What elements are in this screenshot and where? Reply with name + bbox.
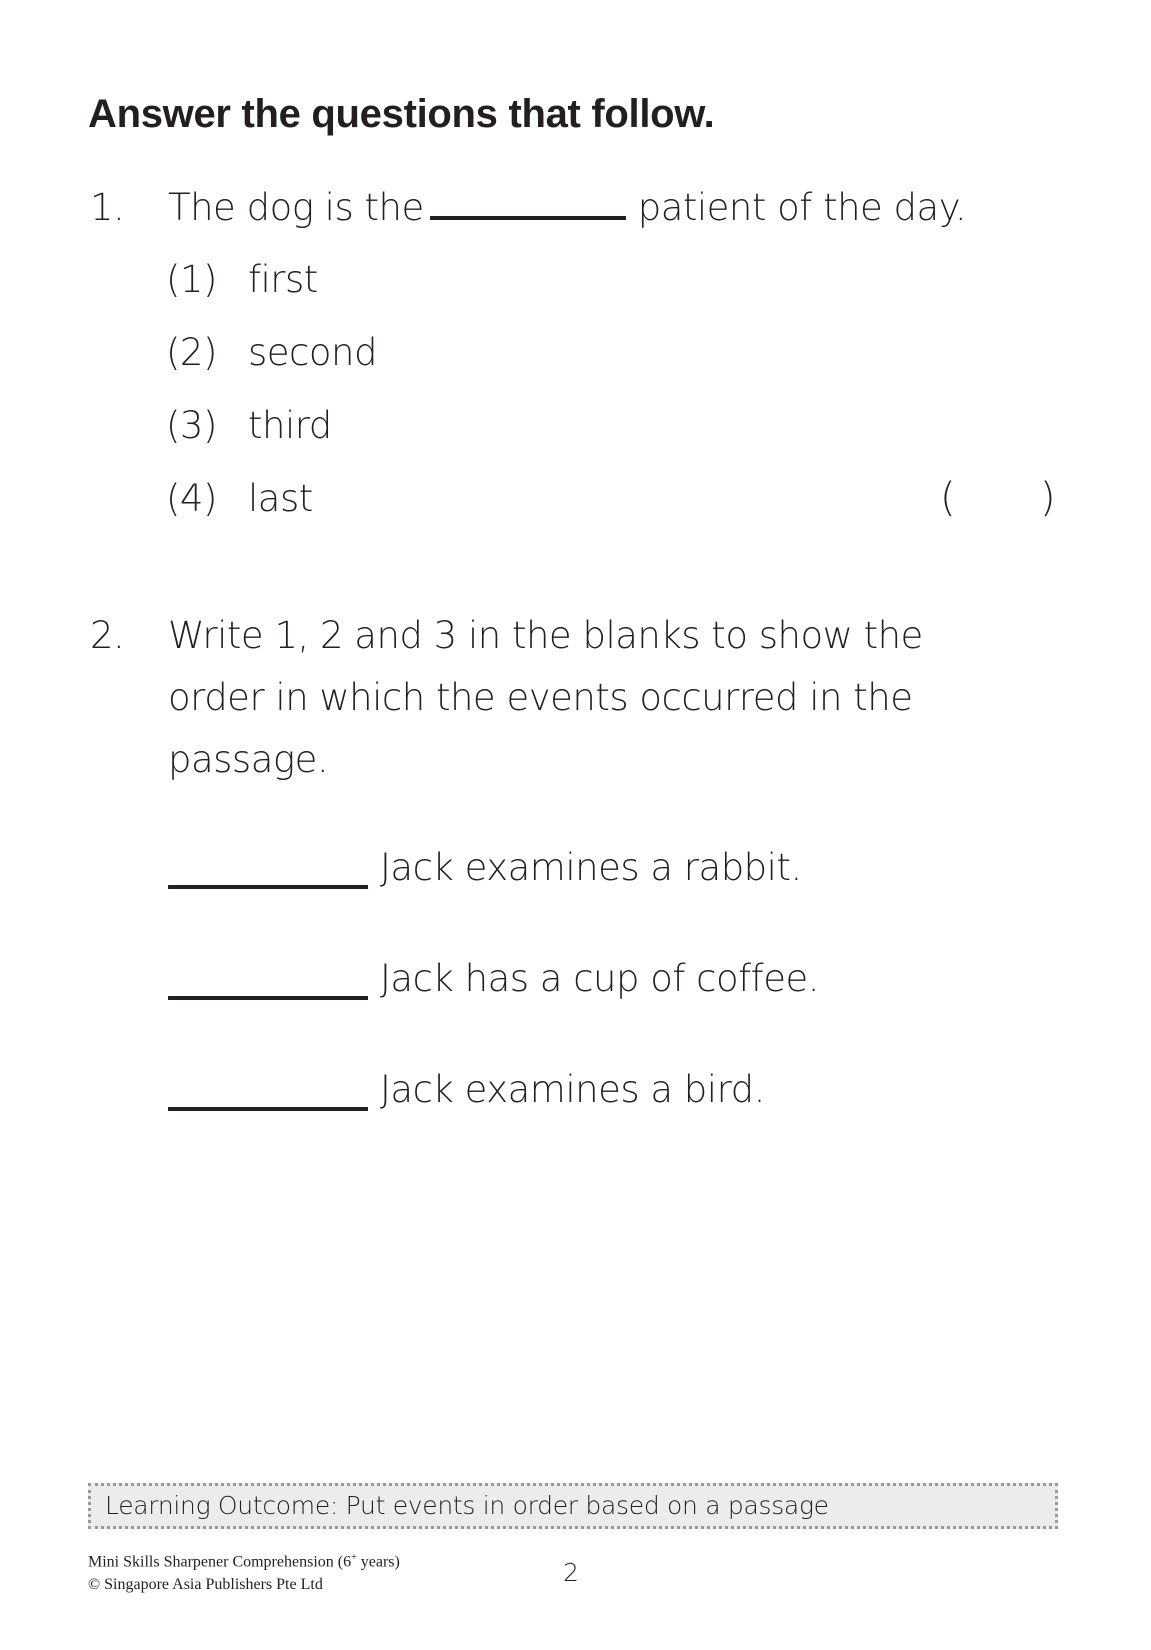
- footer-book-title-main: Mini Skills Sharpener Comprehension (6: [88, 1553, 352, 1571]
- question-1-number: 1.: [90, 186, 125, 229]
- option-1-label: (1): [166, 258, 217, 301]
- option-4-text[interactable]: last: [248, 477, 313, 520]
- event-1-text: Jack examines a rabbit.: [380, 846, 802, 889]
- footer-book-title-end: years): [356, 1553, 400, 1571]
- learning-outcome-box: [88, 1483, 1058, 1529]
- event-2-blank[interactable]: [168, 996, 368, 1000]
- question-1-text-before: The dog is the: [168, 186, 424, 229]
- option-2-text[interactable]: second: [248, 331, 377, 374]
- question-1-blank: [430, 216, 626, 220]
- question-1-text: [168, 186, 966, 229]
- event-1-blank[interactable]: [168, 885, 368, 889]
- page-heading: Answer the questions that follow.: [88, 92, 715, 136]
- footer-copyright: © Singapore Asia Publishers Pte Ltd: [88, 1576, 323, 1593]
- answer-bracket-open: (: [940, 475, 956, 521]
- question-2-line-2: order in which the events occurred in the: [168, 676, 913, 719]
- answer-bracket-close: ): [1040, 475, 1056, 521]
- event-2-text: Jack has a cup of coffee.: [380, 957, 819, 1000]
- question-2-number: 2.: [90, 614, 125, 657]
- option-3-text[interactable]: third: [248, 404, 332, 447]
- learning-outcome-text: Learning Outcome: Put events in order based on a passage: [105, 1491, 829, 1520]
- option-3-label: (3): [166, 404, 217, 447]
- page-number: 2: [563, 1558, 579, 1587]
- event-3-text: Jack examines a bird.: [380, 1068, 765, 1111]
- event-3-blank[interactable]: [168, 1107, 368, 1111]
- question-2-line-3: passage.: [168, 738, 329, 781]
- question-2-line-1: Write 1, 2 and 3 in the blanks to show the: [168, 614, 923, 657]
- question-1-text-after: patient of the day.: [637, 186, 967, 229]
- answer-box[interactable]: [962, 478, 1042, 522]
- footer-book-title: [88, 1552, 400, 1571]
- option-2-label: (2): [166, 331, 217, 374]
- option-4-label: (4): [166, 477, 217, 520]
- option-1-text[interactable]: first: [248, 258, 318, 301]
- footer-book-title-sup: +: [351, 1552, 357, 1563]
